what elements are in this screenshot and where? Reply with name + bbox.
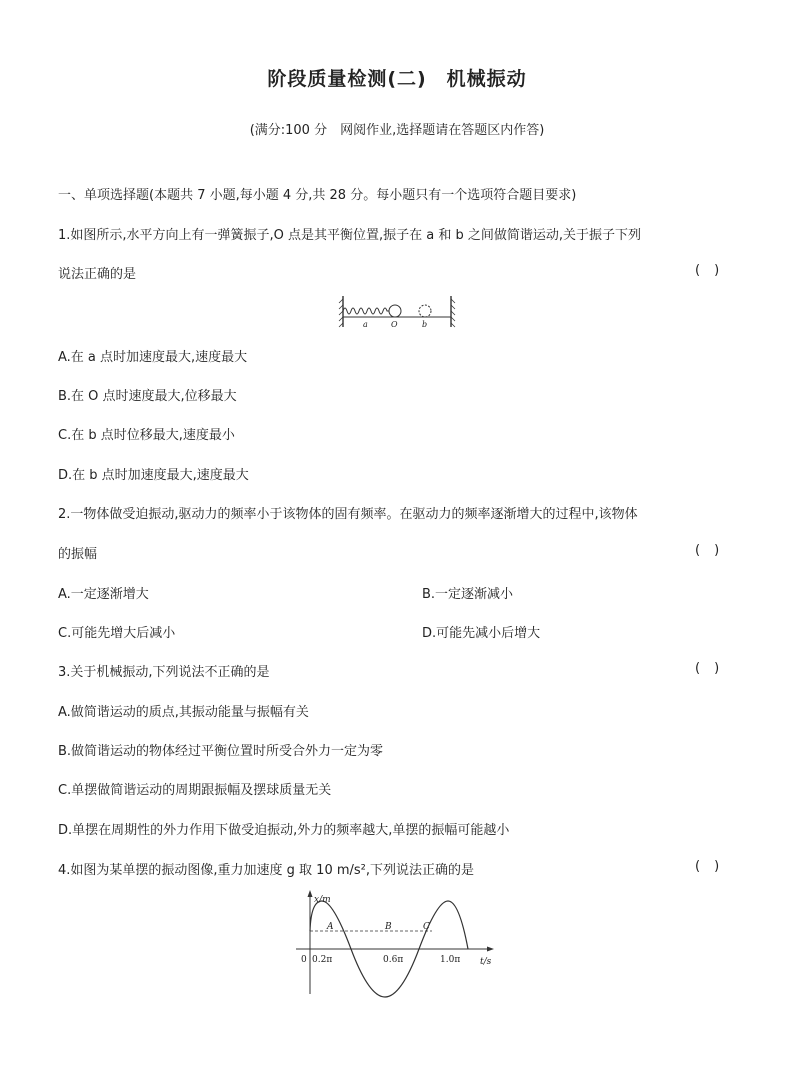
x-axis-label: t/s <box>480 957 492 967</box>
q2-answer-paren: () <box>695 543 734 558</box>
point-a-label: A <box>327 922 334 932</box>
spring-oscillator-figure <box>338 294 460 332</box>
q1-answer-paren: () <box>695 263 734 278</box>
tick-label-1.0pi: 1.0π <box>440 955 461 965</box>
label-a: a <box>363 320 368 329</box>
q1-option-a: A.在 a 点时加速度最大,速度最大 <box>58 350 248 365</box>
q3-option-b: B.做简谐运动的物体经过平衡位置时所受合外力一定为零 <box>58 744 384 759</box>
page-title: 阶段质量检测(二) 机械振动 <box>267 68 527 90</box>
oscillator-ball <box>389 305 401 317</box>
label-b: b <box>422 320 428 329</box>
page-subtitle: (满分:100 分 网阅作业,选择题请在答题区内作答) <box>249 123 545 138</box>
q2-option-a: A.一定逐渐增大 <box>58 587 149 602</box>
q3-option-d: D.单摆在周期性的外力作用下做受迫振动,外力的频率越大,单摆的振幅可能越小 <box>58 823 510 838</box>
label-o: O <box>391 320 398 329</box>
ball-position-b <box>419 305 431 317</box>
point-c-label: C <box>423 922 430 932</box>
q2-stem-line1: 2.一物体做受迫振动,驱动力的频率小于该物体的固有频率。在驱动力的频率逐渐增大的过程中,该物体 <box>58 507 638 522</box>
q2-option-b: B.一定逐渐减小 <box>422 587 514 602</box>
point-b-label: B <box>385 922 392 932</box>
q3-option-c: C.单摆做简谐运动的周期跟振幅及摆球质量无关 <box>58 783 332 798</box>
section-heading: 一、单项选择题(本题共 7 小题,每小题 4 分,共 28 分。每小题只有一个选项符合题目要求) <box>58 188 577 203</box>
left-wall <box>339 296 343 327</box>
q4-answer-paren: () <box>695 859 734 874</box>
q3-option-a: A.做简谐运动的质点,其振动能量与振幅有关 <box>58 705 309 720</box>
tick-label-0.6pi: 0.6π <box>383 955 404 965</box>
y-axis-arrow <box>308 890 313 897</box>
x-axis-arrow <box>487 947 494 952</box>
y-axis-label: x/m <box>314 895 331 905</box>
q3-answer-paren: () <box>695 661 734 676</box>
q2-option-c: C.可能先增大后减小 <box>58 626 176 641</box>
q1-option-b: B.在 O 点时速度最大,位移最大 <box>58 389 237 404</box>
pendulum-vibration-graph <box>290 888 505 1000</box>
q1-stem-line1: 1.如图所示,水平方向上有一弹簧振子,O 点是其平衡位置,振子在 a 和 b 之间做简谐运动,关于振子下列 <box>58 228 642 243</box>
spring <box>343 308 389 314</box>
q2-option-d: D.可能先减小后增大 <box>422 626 541 641</box>
q4-stem: 4.如图为某单摆的振动图像,重力加速度 g 取 10 m/s²,下列说法正确的是 <box>58 863 475 878</box>
q1-stem-line2: 说法正确的是 <box>58 267 137 282</box>
q1-option-c: C.在 b 点时位移最大,速度最小 <box>58 428 235 443</box>
right-wall <box>451 296 455 327</box>
tick-label-0.2pi: 0.2π <box>312 955 333 965</box>
q1-option-d: D.在 b 点时加速度最大,速度最大 <box>58 468 249 483</box>
q2-stem-line2: 的振幅 <box>58 547 98 562</box>
q3-stem: 3.关于机械振动,下列说法不正确的是 <box>58 665 270 680</box>
origin-label: 0 <box>301 955 307 965</box>
